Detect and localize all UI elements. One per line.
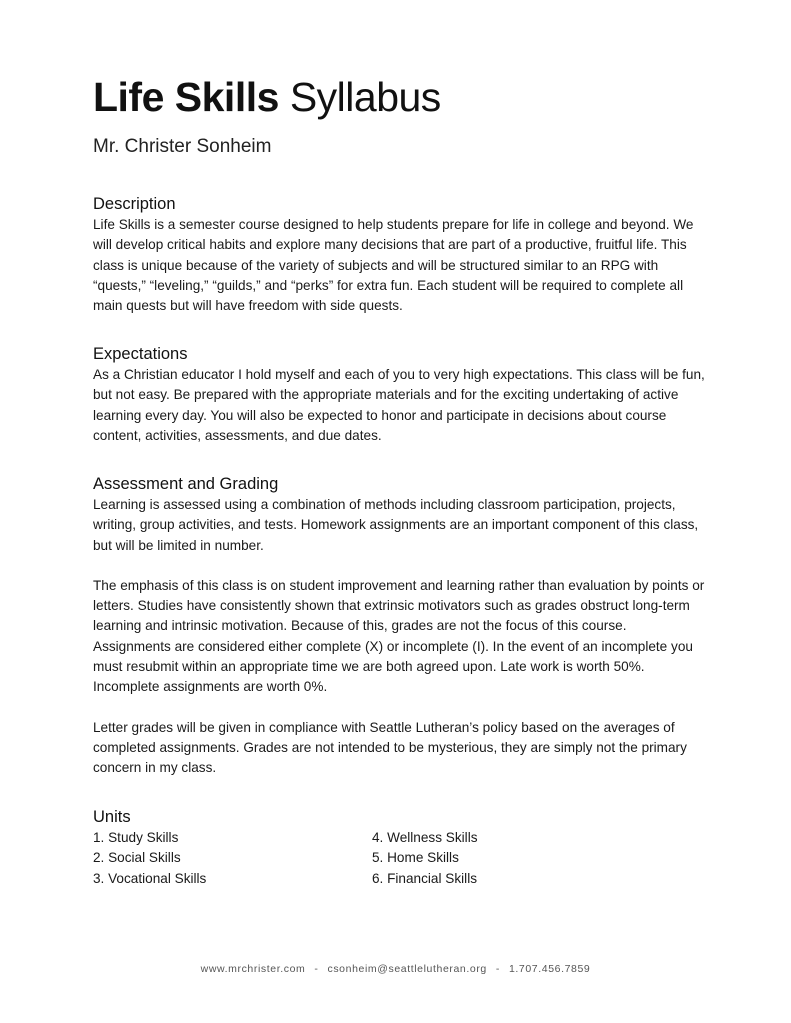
paragraph: The emphasis of this class is on student improvement and learning rather than evaluation by points or letters. Studies have consistently shown that extrinsic motivators such as grades obstruct long-term learning and intrinsic motivation. Because of this, grades are not the focus of this course. Assignments are considered either complete (X) or incomplete (I). In the event of an incomplete you must resubmit within an appropriate time we are both agreed upon. Late work is worth 50%. Incomplete assignments are worth 0%. <box>93 577 705 695</box>
paragraph: Letter grades will be given in compliance with Seattle Lutheran’s policy based on the averages of completed assignments. Grades are not intended to be mysterious, they are simply not the primary concern in my class. <box>93 719 687 776</box>
section-heading: Description <box>93 195 176 213</box>
title-bold-part: Life Skills <box>93 74 279 120</box>
syllabus-page <box>93 72 705 886</box>
unit-item: 3. Vocational Skills <box>93 870 207 886</box>
page-title <box>93 72 705 122</box>
section-heading: Expectations <box>93 345 188 363</box>
instructor-name: Mr. Christer Sonheim <box>93 136 272 157</box>
unit-item: 2. Social Skills <box>93 850 181 866</box>
paragraph: As a Christian educator I hold myself and each of you to very high expectations. This class will be fun, but not easy. Be prepared with the appropriate materials and for the exciting undertaking of active learning every day. You will also be expected to honor and participate in decisions about course content, activities, assessments, and due dates. <box>93 367 705 443</box>
section-expectations <box>93 344 705 446</box>
section-heading: Units <box>93 808 131 826</box>
section-heading: Assessment and Grading <box>93 475 279 493</box>
section-assessment-grading <box>93 474 705 779</box>
footer-phone: 1.707.456.7859 <box>508 963 591 975</box>
units-column-right <box>372 828 612 889</box>
paragraph: Learning is assessed using a combination of methods including classroom participation, projects, writing, group activities, and tests. Homework assignments are an important component of this class, but will be limited in number. <box>93 497 699 553</box>
title-regular-part: Syllabus <box>289 74 441 120</box>
section-units <box>93 807 705 889</box>
unit-item: 4. Wellness Skills <box>372 830 478 845</box>
units-column-left <box>93 828 372 889</box>
footer-separator: - <box>314 963 319 975</box>
unit-item: 6. Financial Skills <box>372 870 478 886</box>
units-list <box>93 828 705 889</box>
unit-item: 5. Home Skills <box>372 850 459 866</box>
footer-email: csonheim@seattlelutheran.org <box>327 963 487 975</box>
unit-item: 1. Study Skills <box>93 830 179 845</box>
paragraph: Life Skills is a semester course designed to help students prepare for life in college and beyond. We will develop critical habits and explore many decisions that are part of a productive, fruitful life. This class is unique because of the variety of subjects and will be structured similar to an RPG with “quests,” “leveling,” “guilds,” and “perks” for extra fun. Each student will be required to complete all main quests but will have freedom with side quests. <box>93 217 694 314</box>
footer-website: www.mrchrister.com <box>200 963 306 975</box>
footer-separator: - <box>495 963 500 975</box>
footer-contact <box>0 962 791 976</box>
section-description <box>93 194 705 316</box>
